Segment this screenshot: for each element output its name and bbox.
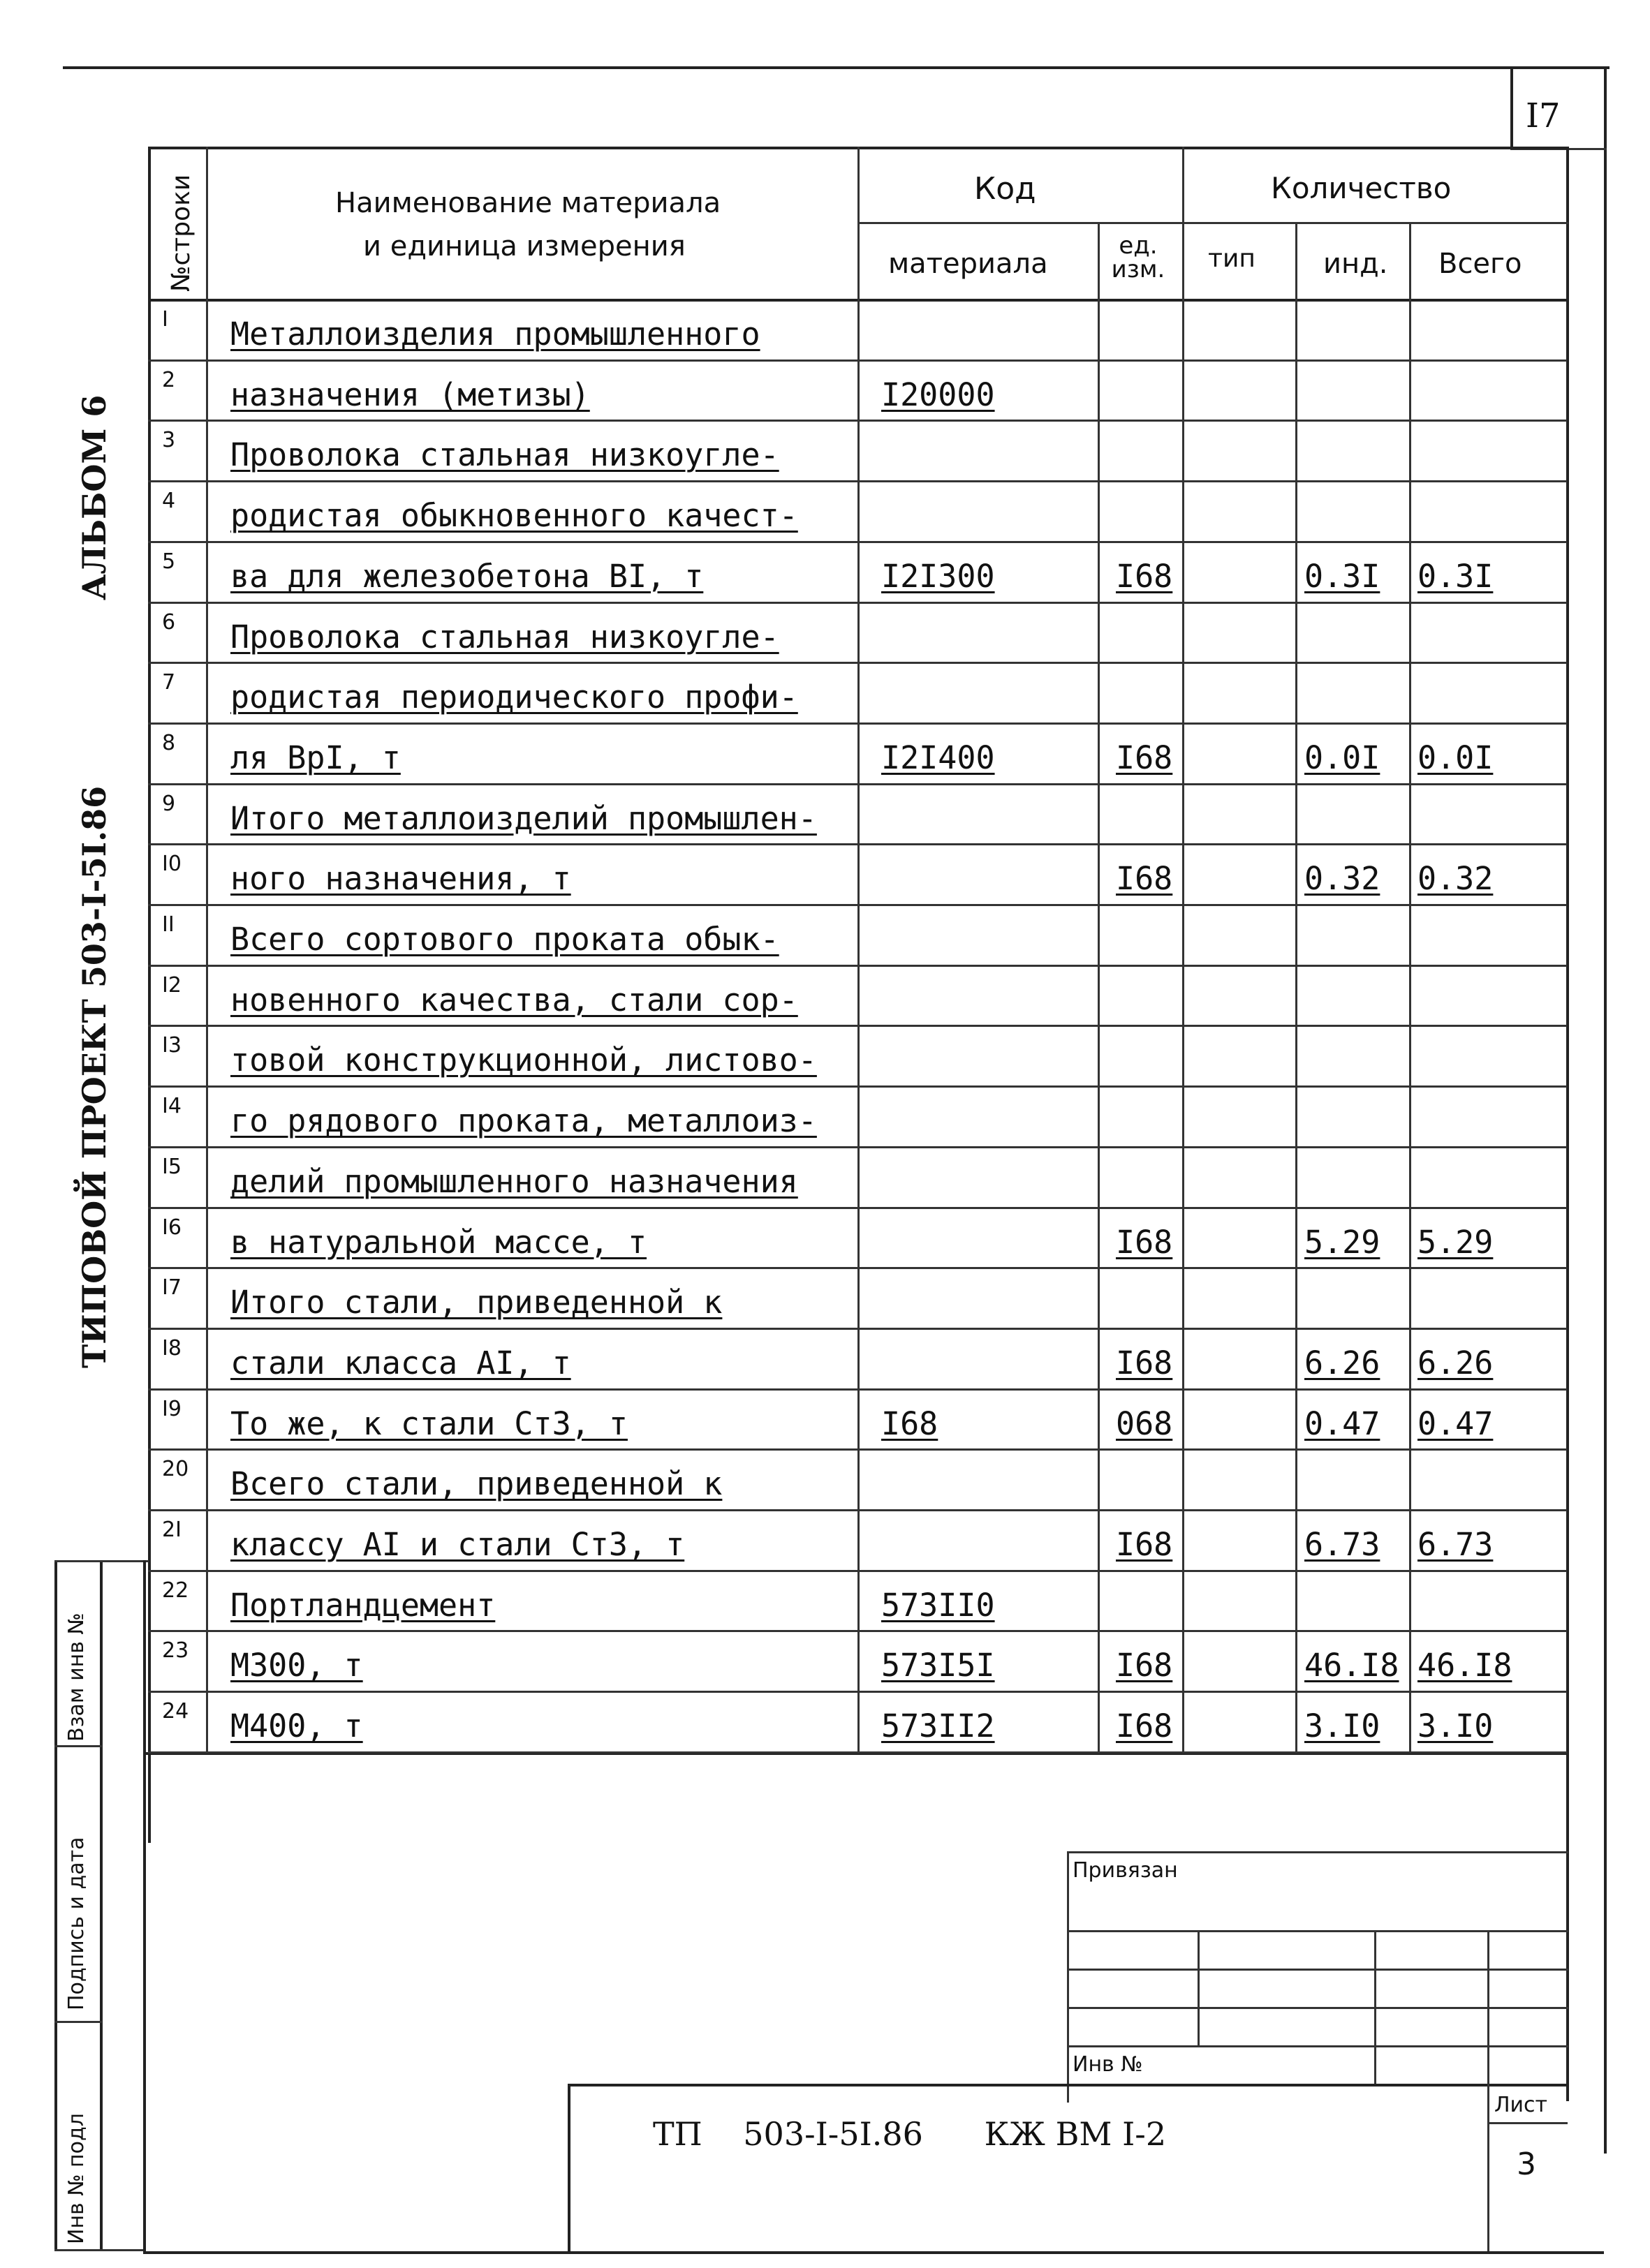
row-divider bbox=[148, 602, 1567, 604]
row-number: I0 bbox=[162, 852, 182, 877]
row-divider bbox=[148, 1025, 1567, 1027]
row-number: 8 bbox=[162, 730, 176, 755]
row-number: 5 bbox=[162, 549, 176, 574]
row-name: в натуральной массе, т bbox=[230, 1223, 647, 1261]
row-name: назначения (метизы) bbox=[230, 376, 590, 413]
header-mid-border bbox=[857, 222, 1568, 224]
row-divider bbox=[148, 480, 1567, 482]
header-name-line2: и единица измерения bbox=[363, 230, 686, 262]
stamp-top bbox=[1067, 1851, 1568, 1853]
row-number: I6 bbox=[162, 1215, 182, 1240]
row-qty-total: 3.I0 bbox=[1417, 1707, 1494, 1745]
row-qty-ind: 0.3I bbox=[1304, 557, 1380, 595]
row-qty-total: 6.26 bbox=[1417, 1344, 1494, 1381]
row-number: I5 bbox=[162, 1154, 182, 1179]
row-divider bbox=[148, 1448, 1567, 1451]
header-qty-total: Всего bbox=[1438, 248, 1522, 280]
row-code-material: 573II0 bbox=[881, 1586, 995, 1624]
row-divider bbox=[148, 1267, 1567, 1269]
row-number: 6 bbox=[162, 609, 176, 635]
row-divider bbox=[148, 541, 1567, 543]
row-code-unit: I68 bbox=[1116, 860, 1173, 898]
stamp-vline-1 bbox=[1198, 1930, 1200, 2045]
col-line-ind bbox=[1409, 222, 1411, 1752]
row-divider bbox=[148, 662, 1567, 664]
side-strip-div2 bbox=[54, 2021, 102, 2023]
designation-left bbox=[568, 2084, 570, 2251]
header-qty-ind: инд. bbox=[1323, 248, 1388, 280]
row-divider bbox=[148, 1328, 1567, 1330]
row-divider bbox=[148, 783, 1567, 785]
row-qty-ind: 0.47 bbox=[1304, 1404, 1380, 1442]
row-number: I bbox=[162, 307, 168, 332]
row-qty-total: 5.29 bbox=[1417, 1223, 1494, 1261]
header-quantity: Количество bbox=[1271, 171, 1452, 205]
header-code-unit: ед. изм. bbox=[1111, 232, 1165, 283]
row-name: классу AI и стали Ст3, т bbox=[230, 1526, 685, 1563]
row-number: 9 bbox=[162, 791, 176, 816]
row-number: 22 bbox=[162, 1578, 189, 1603]
header-row-number: №строки bbox=[167, 174, 196, 292]
row-name: ного назначения, т bbox=[230, 860, 571, 898]
row-number: I7 bbox=[162, 1275, 182, 1300]
stamp-vline-3 bbox=[1487, 1930, 1489, 2085]
row-name: Всего сортового проката обык- bbox=[230, 921, 779, 958]
row-qty-ind: 46.I8 bbox=[1304, 1647, 1399, 1684]
row-divider bbox=[148, 965, 1567, 967]
row-number: 24 bbox=[162, 1699, 189, 1724]
row-name: М400, т bbox=[230, 1707, 363, 1745]
row-qty-total: 0.32 bbox=[1417, 860, 1494, 898]
row-divider bbox=[148, 1388, 1567, 1391]
stamp-sheet-number: 3 bbox=[1517, 2147, 1536, 2182]
row-divider bbox=[148, 360, 1567, 362]
row-name: родистая периодического профи- bbox=[230, 679, 798, 716]
row-qty-total: 46.I8 bbox=[1417, 1647, 1512, 1684]
row-qty-ind: 0.32 bbox=[1304, 860, 1380, 898]
project-label: ТИПОВОЙ ПРОЕКТ 503-I-5I.86 bbox=[75, 785, 113, 1368]
col-line-name bbox=[857, 147, 860, 1752]
stamp-sheet-label: Лист bbox=[1494, 2093, 1548, 2117]
side-strip-right bbox=[143, 1560, 146, 2251]
header-code: Код bbox=[974, 171, 1036, 207]
row-qty-total: 0.47 bbox=[1417, 1404, 1494, 1442]
row-number: I8 bbox=[162, 1335, 182, 1361]
row-code-unit: I68 bbox=[1116, 1344, 1173, 1381]
row-qty-total: 0.0I bbox=[1417, 739, 1494, 776]
row-qty-ind: 0.0I bbox=[1304, 739, 1380, 776]
header-code-material: материала bbox=[888, 248, 1048, 280]
row-code-material: 573I5I bbox=[881, 1647, 995, 1684]
sheet-bottom-border bbox=[143, 2251, 1604, 2254]
row-code-unit: I68 bbox=[1116, 1647, 1173, 1684]
row-qty-ind: 3.I0 bbox=[1304, 1707, 1380, 1745]
row-divider bbox=[148, 1085, 1567, 1088]
row-divider bbox=[148, 1630, 1567, 1632]
table-right-border bbox=[1566, 147, 1569, 2101]
row-code-unit: 068 bbox=[1116, 1404, 1173, 1442]
header-name-line1: Наименование материала bbox=[335, 187, 721, 219]
sheet-box-left bbox=[1487, 2084, 1489, 2251]
row-name: Проволока стальная низкоугле- bbox=[230, 436, 779, 474]
col-line-type bbox=[1295, 222, 1297, 1752]
row-name: Итого металлоизделий промышлен- bbox=[230, 799, 817, 837]
podpis-data-label: Подпись и дата bbox=[64, 1837, 89, 2010]
row-number: I4 bbox=[162, 1094, 182, 1119]
col-line-unit bbox=[1182, 147, 1184, 1752]
row-name: Металлоизделия промышленного bbox=[230, 316, 760, 353]
row-name: ля BpI, т bbox=[230, 739, 401, 776]
stamp-line-2 bbox=[1067, 1969, 1568, 1971]
stamp-left bbox=[1067, 1851, 1069, 2103]
row-divider bbox=[148, 722, 1567, 725]
page-number: I7 bbox=[1526, 96, 1561, 135]
side-strip-outer bbox=[54, 1560, 57, 2251]
stamp-line-3 bbox=[1067, 2007, 1568, 2009]
row-number: 23 bbox=[162, 1638, 189, 1663]
page-number-box-left bbox=[1510, 66, 1513, 150]
row-code-unit: I68 bbox=[1116, 557, 1173, 595]
row-code-material: I20000 bbox=[881, 376, 995, 413]
row-number: I3 bbox=[162, 1033, 182, 1058]
album-label: АЛЬБОМ 6 bbox=[75, 394, 113, 600]
designation-top bbox=[568, 2084, 1568, 2087]
row-number: 4 bbox=[162, 489, 176, 514]
stamp-privyazan: Привязан bbox=[1073, 1858, 1178, 1883]
row-divider bbox=[148, 1691, 1567, 1693]
side-strip-inner bbox=[100, 1560, 103, 2251]
table-left-border bbox=[148, 147, 151, 1843]
row-code-material: I2I300 bbox=[881, 557, 995, 595]
sheet-box-mid bbox=[1487, 2122, 1568, 2124]
row-code-unit: I68 bbox=[1116, 739, 1173, 776]
row-number: 7 bbox=[162, 670, 176, 695]
row-divider bbox=[148, 1509, 1567, 1511]
row-name: стали класса AI, т bbox=[230, 1344, 571, 1381]
row-qty-total: 6.73 bbox=[1417, 1526, 1494, 1563]
side-strip-div1 bbox=[54, 1745, 102, 1747]
stamp-vline-2 bbox=[1374, 1930, 1376, 2085]
row-number: 2 bbox=[162, 367, 176, 392]
row-name: товой конструкционной, листово- bbox=[230, 1042, 817, 1079]
row-code-unit: I68 bbox=[1116, 1223, 1173, 1261]
row-name: ва для железобетона BI, т bbox=[230, 557, 704, 595]
row-divider bbox=[148, 1751, 1567, 1754]
row-code-material: I2I400 bbox=[881, 739, 995, 776]
row-qty-total: 0.3I bbox=[1417, 557, 1494, 595]
row-number: II bbox=[162, 912, 175, 937]
row-name: родистая обыкновенного качест- bbox=[230, 497, 798, 535]
row-name: делий промышленного назначения bbox=[230, 1162, 798, 1200]
row-name: Итого стали, приведенной к bbox=[230, 1284, 723, 1321]
right-frame-edge bbox=[1604, 66, 1607, 2154]
row-divider bbox=[148, 420, 1567, 422]
row-divider bbox=[148, 843, 1567, 845]
stamp-line-1 bbox=[1067, 1930, 1568, 1932]
row-name: Портландцемент bbox=[230, 1586, 496, 1624]
header-qty-type: тип bbox=[1208, 244, 1255, 273]
row-number: 3 bbox=[162, 428, 176, 453]
col-line-material bbox=[1098, 222, 1100, 1752]
row-name: Всего стали, приведенной к bbox=[230, 1465, 723, 1503]
side-strip-top bbox=[54, 1560, 149, 1562]
col-line-rownum bbox=[206, 147, 208, 1752]
row-divider bbox=[148, 1570, 1567, 1572]
row-qty-ind: 5.29 bbox=[1304, 1223, 1380, 1261]
stamp-inv-no: Инв № bbox=[1073, 2052, 1143, 2077]
row-name: М300, т bbox=[230, 1647, 363, 1684]
row-code-unit: I68 bbox=[1116, 1526, 1173, 1563]
inv-podl-label: Инв № подл bbox=[64, 2113, 89, 2244]
row-code-material: 573II2 bbox=[881, 1707, 995, 1745]
row-divider bbox=[148, 1207, 1567, 1209]
row-code-unit: I68 bbox=[1116, 1707, 1173, 1745]
stamp-designation: ТП 503-I-5I.86 КЖ ВМ I-2 bbox=[653, 2115, 1167, 2153]
top-rule bbox=[63, 66, 1610, 69]
stamp-line-4 bbox=[1067, 2045, 1568, 2047]
row-name: новенного качества, стали сор- bbox=[230, 981, 798, 1018]
row-number: 2I bbox=[162, 1518, 182, 1542]
row-number: I9 bbox=[162, 1396, 182, 1421]
row-code-material: I68 bbox=[881, 1404, 938, 1442]
row-name: го рядового проката, металлоиз- bbox=[230, 1102, 817, 1140]
vzam-inv-label: Взам инв № bbox=[64, 1613, 89, 1742]
side-strip-bottom bbox=[54, 2249, 145, 2251]
row-number: I2 bbox=[162, 972, 182, 998]
row-qty-ind: 6.26 bbox=[1304, 1344, 1380, 1381]
row-number: 20 bbox=[162, 1457, 189, 1482]
row-divider bbox=[148, 904, 1567, 906]
row-name: То же, к стали Ст3, т bbox=[230, 1404, 628, 1442]
row-divider bbox=[148, 1146, 1567, 1148]
row-qty-ind: 6.73 bbox=[1304, 1526, 1380, 1563]
row-name: Проволока стальная низкоугле- bbox=[230, 618, 779, 655]
